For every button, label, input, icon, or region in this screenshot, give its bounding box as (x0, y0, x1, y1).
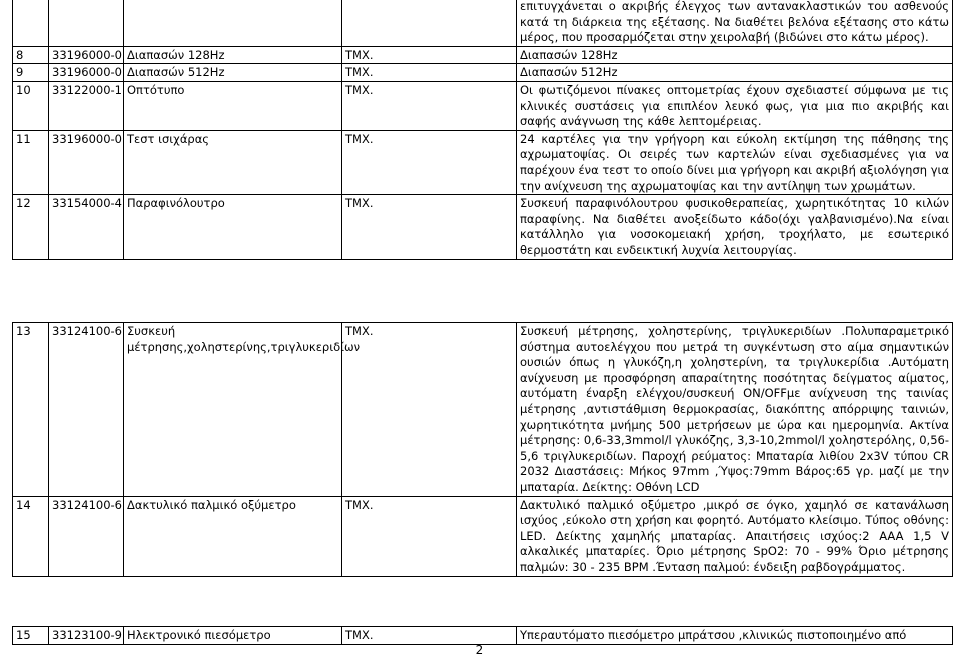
item-name: Συσκευή μέτρησης,χοληστερίνης,τριγλυκεριδίων (124, 323, 342, 497)
item-description: Συσκευή μέτρησης, χοληστερίνης, τριγλυκεριδίων .Πολυπαραμετρικό σύστημα αυτοελέγχου που μετρά τη συγκέντωση στο αίμα σημαντικών ουσιών όπως η γλυκόζη,η χοληστερίνη, τα τριγλυκερίδια .Αυτόματη ανίχνευση με προσφόρηση απαραίτητης ποσότητας δείγματος αίματος, αυτόματη έναρξη ελέγχου/συσκευή ON/OFFμε ανίχνευση της ταινίας μέτρησης ,αντιστάθμιση θερμοκρασίας, διακόπτης απόρριψης ταινιών, χωρητικότητα μνήμης 500 μετρήσεων με ώρα και ημερομηνία. Ακτίνα μέτρησης: 0,6-33,3mmol/l γλυκόζης, 3,3-10,2mmol/l χοληστερόλης, 0,56-5,6 τριγλυκεριδίων. Παροχή ρεύματος: Μπαταρία λιθίου 2x3V τύπου CR 2032 Διαστάσεις: Μήκος 97mm ,Ύψος:79mm Βάρος:65 γρ. μαζί με την μπαταρία. Δείκτης: Οθόνη LCD (517, 323, 953, 497)
item-name: Διαπασών 512Hz (124, 64, 342, 82)
item-number: 11 (13, 130, 49, 194)
item-number: 10 (13, 81, 49, 130)
cpv-code: 33196000-0 (49, 46, 124, 64)
item-name: Δακτυλικό παλμικό οξύμετρο (124, 496, 342, 576)
table-row (13, 195, 953, 259)
item-number: 8 (13, 46, 49, 64)
item-name: Διαπασών 128Hz (124, 46, 342, 64)
item-description: Διαπασών 128Hz (517, 46, 953, 64)
specs-table-middle (12, 322, 953, 577)
item-description: 24 καρτέλες για την γρήγορη και εύκολη εκτίμηση της πάθησης της αχρωματοψίας. Οι σειρές των καρτελών είναι σχεδιασμένες για να παρέχουν ένα τεστ το οποίο δίνει μια γρήγορη και ακριβή αξιολόγηση για την ανίχνευση της αχρωματοψίας και την αντίληψη των χρωμάτων. (517, 130, 953, 194)
table-row (13, 81, 953, 130)
table-row (13, 130, 953, 194)
unit: TMX. (342, 81, 517, 130)
item-description: Δακτυλικό παλμικό οξύμετρο ,μικρό σε όγκο, χαμηλό σε κατανάλωση ισχύος ,εύκολο στη χρήση και φορητό. Αυτόματο κλείσιμο. Τύπος οθόνης: LED. Δείκτης χαμηλής μπαταρίας. Απαιτήσεις ισχύος:2 AAA 1,5 V αλκαλικές μπαταρίες. Όριο μέτρησης SpO2: 70 - 99% Όριο μέτρησης παλμών: 30 - 235 BPM .Ένταση παλμού: ένδειξη ραβδογράμματος. (517, 496, 953, 576)
item-name (124, 0, 342, 46)
item-description: Συσκευή παραφινόλουτρου φυσικοθεραπείας, χωρητικότητας 10 κιλών παραφίνης. Να διαθέτει ανοξείδωτο κάδο(όχι γαλβανισμένο).Να είναι κατάλληλο για νοσοκομειακή χρήση, τροχήλατο, με εσωτερικό θερμοστάτη και ενδεικτική λυχνία λειτουργίας. (517, 195, 953, 259)
cpv-code (49, 0, 124, 46)
item-description: Υπεραυτόματο πιεσόμετρο μπράτσου ,κλινικώς πιστοποιημένο από (517, 627, 953, 645)
table-row (13, 496, 953, 576)
unit: TMX. (342, 627, 517, 645)
cpv-code: 33124100-6 (49, 496, 124, 576)
unit: TMX. (342, 130, 517, 194)
item-name: Οπτότυπο (124, 81, 342, 130)
table-row (13, 323, 953, 497)
unit: TMX. (342, 64, 517, 82)
unit: TMX. (342, 496, 517, 576)
item-description: Διαπασών 512Hz (517, 64, 953, 82)
cpv-code: 33122000-1 (49, 81, 124, 130)
item-number: 15 (13, 627, 49, 645)
cpv-code: 33154000-4 (49, 195, 124, 259)
item-number (13, 0, 49, 46)
item-name: Παραφινόλουτρο (124, 195, 342, 259)
specs-table-lower (12, 626, 953, 645)
item-number: 13 (13, 323, 49, 497)
unit: TMX. (342, 323, 517, 497)
item-number: 14 (13, 496, 49, 576)
item-description: επιτυγχάνεται ο ακριβής έλεγχος των αντανακλαστικών του ασθενούς κατά τη διάρκεια της εξέτασης. Να διαθέτει βελόνα εξέτασης στο κάτω μέρος, που προσαρμόζεται στην χειρολαβή (βιδώνει στο κάτω μέρος). (517, 0, 953, 46)
item-number: 9 (13, 64, 49, 82)
item-name: Ηλεκτρονικό πιεσόμετρο (124, 627, 342, 645)
cpv-code: 33196000-0 (49, 64, 124, 82)
unit (342, 0, 517, 46)
table-row (13, 0, 953, 46)
item-description: Οι φωτιζόμενοι πίνακες οπτομετρίας έχουν σχεδιαστεί σύμφωνα με τις κλινικές συστάσεις για επιπλέον λευκό φως, για μια πιο ακριβής και σαφής ανάγνωση της κάθε λεπτομέρειας. (517, 81, 953, 130)
specs-table-upper (12, 0, 953, 260)
item-number: 12 (13, 195, 49, 259)
table-row (13, 46, 953, 64)
cpv-code: 33124100-6 (49, 323, 124, 497)
cpv-code: 33196000-0 (49, 130, 124, 194)
table-row (13, 627, 953, 645)
unit: TMX. (342, 46, 517, 64)
page-number: 2 (475, 643, 484, 657)
item-name: Τεστ ισιχάρας (124, 130, 342, 194)
cpv-code: 33123100-9 (49, 627, 124, 645)
table-row (13, 64, 953, 82)
unit: TMX. (342, 195, 517, 259)
